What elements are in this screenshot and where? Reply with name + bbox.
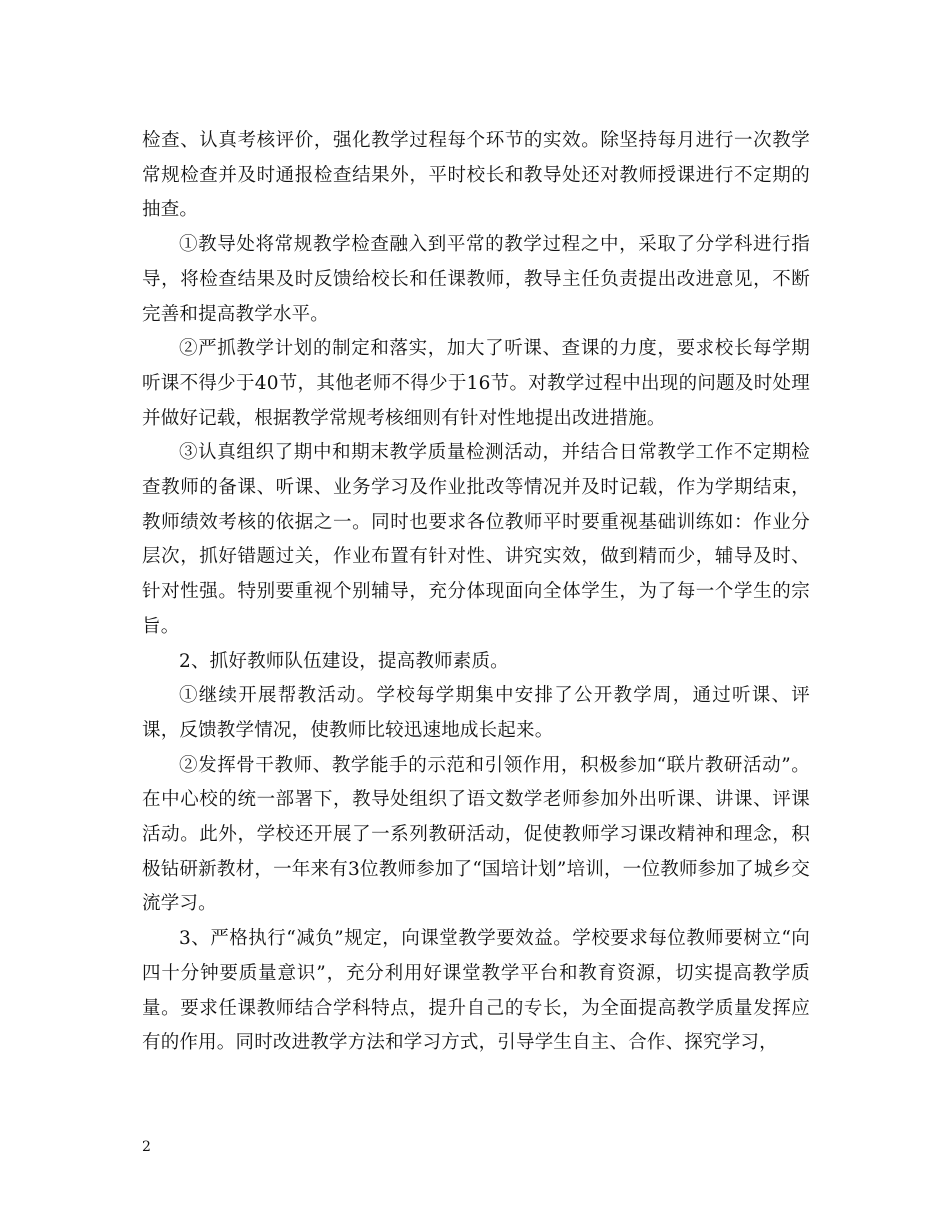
paragraph-section2-item-2: ②发挥骨干教师、教学能手的示范和引领作用，积极参加“联片教研活动”。在中心校的统一部署下，教导处组织了语文数学老师参加外出听课、讲课、评课活动。此外，学校还开展了一系列教研活动，促使教师学习课改精神和理念，积极钻研新教材，一年来有3位教师参加了“国培计划”培训，一位教师参加了城乡交流学习。 <box>142 754 810 915</box>
paragraph-section2-item-1: ①继续开展帮教活动。学校每学期集中安排了公开教学周，通过听课、评课，反馈教学情况，使教师比较迅速地成长起来。 <box>142 685 810 741</box>
section-heading-3: 3、严格执行“减负”规定，向课堂教学要效益。学校要求每位教师要树立“向四十分钟要质量意识”，充分利用好课堂教学平台和教育资源，切实提高教学质量。要求任课教师结合学科特点，提升自己的专长，为全面提高教学质量发挥应有的作用。同时改进教学方法和学习方式，引导学生自主、合作、探究学习， <box>142 928 810 1054</box>
page-number: 2 <box>142 1139 151 1155</box>
paragraph-item-1: ①教导处将常规教学检查融入到平常的教学过程之中，采取了分学科进行指导，将检查结果及时反馈给校长和任课教师，教导主任负责提出改进意见，不断完善和提高教学水平。 <box>142 234 810 325</box>
paragraph-item-3: ③认真组织了期中和期末教学质量检测活动，并结合日常教学工作不定期检查教师的备课、听课、业务学习及作业批改等情况并及时记载，作为学期结束，教师绩效考核的依据之一。同时也要求各位教师平时要重视基础训练如：作业分层次，抓好错题过关，作业布置有针对性、讲究实效，做到精而少，辅导及时、针对性强。特别要重视个别辅导，充分体现面向全体学生，为了每一个学生的宗旨。 <box>142 442 810 637</box>
section-heading-2: 2、抓好教师队伍建设，提高教师素质。 <box>179 650 509 672</box>
paragraph-item-2: ②严抓教学计划的制定和落实，加大了听课、查课的力度，要求校长每学期听课不得少于40节，其他老师不得少于16节。对教学过程中出现的问题及时处理并做好记载，根据教学常规考核细则有针对性地提出改进措施。 <box>142 338 810 429</box>
document-body <box>142 124 810 1061</box>
paragraph-continuation: 检查、认真考核评价，强化教学过程每个环节的实效。除坚持每月进行一次教学常规检查并及时通报检查结果外，平时校长和教导处还对教师授课进行不定期的抽查。 <box>142 130 810 221</box>
